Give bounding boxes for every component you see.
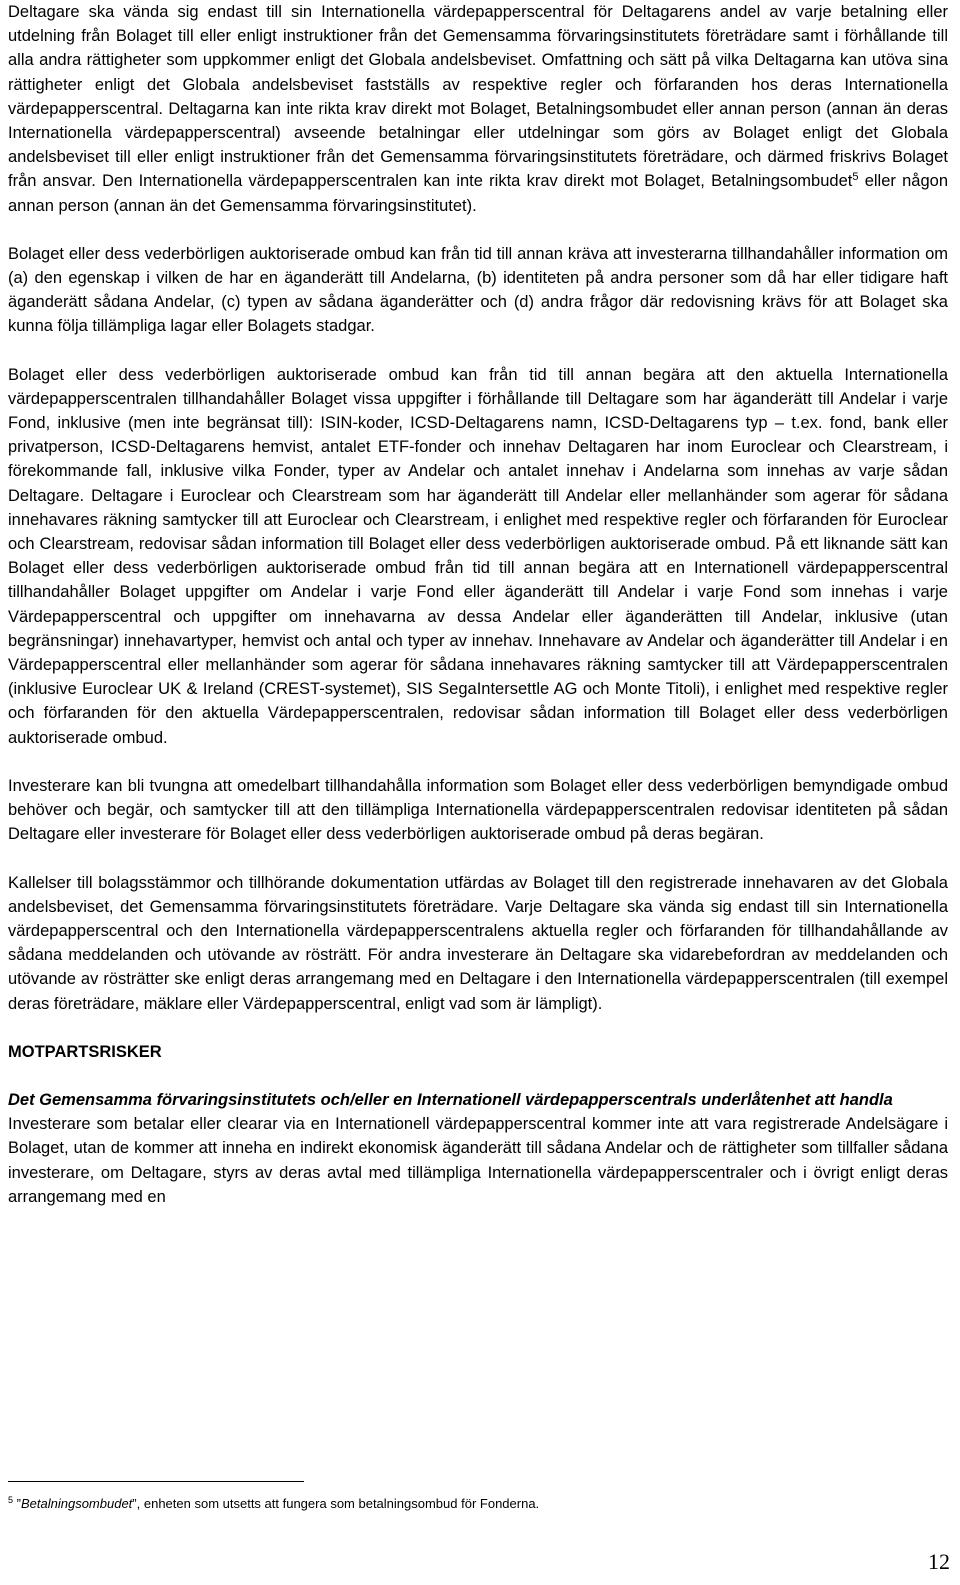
page-number: 12 xyxy=(928,1549,950,1574)
paragraph-investor-obligation: Investerare kan bli tvungna att omedelbart tillhandahålla information som Bolaget eller dess vederbörligen bemyndigade ombud behöver och begär, och samtycker till att den tillämpliga Internationella värdepapperscentralen redovisar identiteten på sådan Deltagare eller investerare för Bolaget eller dess vederbörligen auktoriserade ombud på deras begäran. xyxy=(8,776,948,844)
footnote-reference[interactable]: 5 xyxy=(852,171,859,184)
subsection-heading-failure-to-act: Det Gemensamma förvaringsinstitutets och/eller en Internationell värdepapperscentrals underlåtenhet att handla xyxy=(8,1090,893,1109)
footnote: $^5$ ”Betalningsombudet”, enheten som utsetts att fungera som betalningsombud för Fonderna. xyxy=(8,1495,540,1511)
paragraph-general-meetings: Kallelser till bolagsstämmor och tillhörande dokumentation utfärdas av Bolaget till den registrerade innehavaren av det Globala andelsbeviset, det Gemensamma förvaringsinstitutets företrädare. Varje Deltagare ska vända sig endast till sin Internationella värdepapperscentral och den Internationella värdepapperscentralens aktuella regler och förfaranden för tillhandahållande av sådana meddelanden och utövande av rösträtt. För andra investerare än Deltagare ska vidarebefordran av meddelanden och utövande av rösträtter ske enligt deras arrangemang med en Deltagare i den Internationella värdepapperscentralen (till exempel deras företrädare, mäklare eller Värdepapperscentral, enligt vad som är lämpligt). xyxy=(8,873,948,1013)
paragraph-indirect-ownership: Investerare som betalar eller clearar via en Internationell värdepapperscentral kommer inte att vara registrerade Andelsägare i Bolaget, utan de kommer att inneha en indirekt ekonomisk äganderätt till sådana Andelar och de rättigheter som tillfaller sådana investerare, om Deltagare, styrs av deras avtal med tillämpliga Internationella värdepapperscentraler och i övrigt enligt deras arrangemang med en xyxy=(8,1115,948,1206)
section-heading-counterparty-risks: MOTPARTSRISKER xyxy=(8,1042,162,1061)
footnote-text: , enheten som utsetts att fungera som betalningsombud för Fonderna. xyxy=(136,1496,540,1511)
paragraph-information-request: Bolaget eller dess vederbörligen auktoriserade ombud kan från tid till annan kräva att investerarna tillhandahåller information om (a) den egenskap i vilken de har en äganderätt till Andelarna, (b) identiteten på andra personer som då har eller tidigare haft äganderätt sådana Andelar, (c) typen av sådana äganderätter och (d) andra frågor där redovisning krävs för att Bolaget ska kunna följa tillämpliga lagar eller Bolagets stadgar. xyxy=(8,244,948,336)
paragraph-icsd-data: Bolaget eller dess vederbörligen auktoriserade ombud kan från tid till annan begära att den aktuella Internationella värdepapperscentralen tillhandahåller Bolaget vissa uppgifter i förhållande till Deltagare som har äganderätt till Andelar i varje Fond, inklusive (men inte begränsat till): ISIN-koder, ICSD-Deltagarens namn, ICSD-Deltagarens typ – t.ex. fond, bank eller privatperson, ICSD-Deltagarens hemvist, antalet ETF-fonder och innehav Deltagaren har inom Euroclear och Clearstream, i förekommande fall, inklusive vilka Fonder, typer av Andelar och antalet innehav i Andelarna som innehas av varje sådan Deltagare. Deltagare i Euroclear och Clearstream som har äganderätt till Andelar eller mellanhänder som agerar för sådana innehavares räkning samtycker till att Euroclear och Clearstream, i enlighet med respektive regler och förfaranden för Euroclear och Clearstream, redovisar sådan information till Bolaget eller dess vederbörligen auktoriserade ombud. På ett liknande sätt kan Bolaget eller dess vederbörligen auktoriserade ombud från tid till annan begära att en Internationell värdepapperscentral tillhandahåller Bolaget uppgifter om Andelar i varje Fond eller äganderätt till Andelar i varje Fond som innehas i varje Värdepapperscentral och uppgifter om innehavarna av dessa Andelar eller äganderätten till Andelar, inklusive (utan begränsningar) innehavartyper, hemvist och antal och typer av innehav. Innehavare av Andelar och äganderätter till Andelar i en Värdepapperscentral eller mellanhänder som agerar för sådana innehavares räkning samtycker till att Värdepapperscentralen (inklusive Euroclear UK & Ireland (CREST-systemet), SIS SegaIntersettle AG och Monte Titoli), i enlighet med respektive regler och förfaranden för den aktuella Värdepapperscentralen, redovisar sådan information till Bolaget eller dess vederbörligen auktoriserade ombud. xyxy=(8,365,948,747)
document-page xyxy=(8,0,948,1209)
paragraph-deltagare-rights: Deltagare ska vända sig endast till sin Internationella värdepapperscentral för Deltagarens andel av varje betalning eller utdelning från Bolaget till eller enligt instruktioner från det Gemensamma förvaringsinstitutets företrädare samt i förhållande till alla andra rättigheter som uppkommer enligt det Globala andelsbeviset. Omfattning och sätt på vilka Deltagarna kan utöva sina rättigheter enligt det Globala andelsbeviset fastställs av respektive regler och förfaranden hos deras Internationella värdepapperscentral. Deltagarna kan inte rikta krav direkt mot Bolaget, Betalningsombudet eller annan person (annan än deras Internationella värdepapperscentral) avseende betalningar eller utdelningar som görs av Bolaget enligt det Globala andelsbeviset till eller enligt instruktioner från det Gemensamma förvaringsinstitutets företrädare, och därmed friskrivs Bolaget från ansvar. Den Internationella värdepapperscentralen kan inte rikta krav direkt mot Bolaget, Betalningsombudet$^5$ eller någon annan person (annan än det Gemensamma förvaringsinstitutet). xyxy=(8,3,948,215)
footnote-separator xyxy=(8,1481,304,1482)
footnote-number: 5 xyxy=(8,1495,14,1505)
footnote-term: Betalningsombudet xyxy=(20,1496,133,1511)
